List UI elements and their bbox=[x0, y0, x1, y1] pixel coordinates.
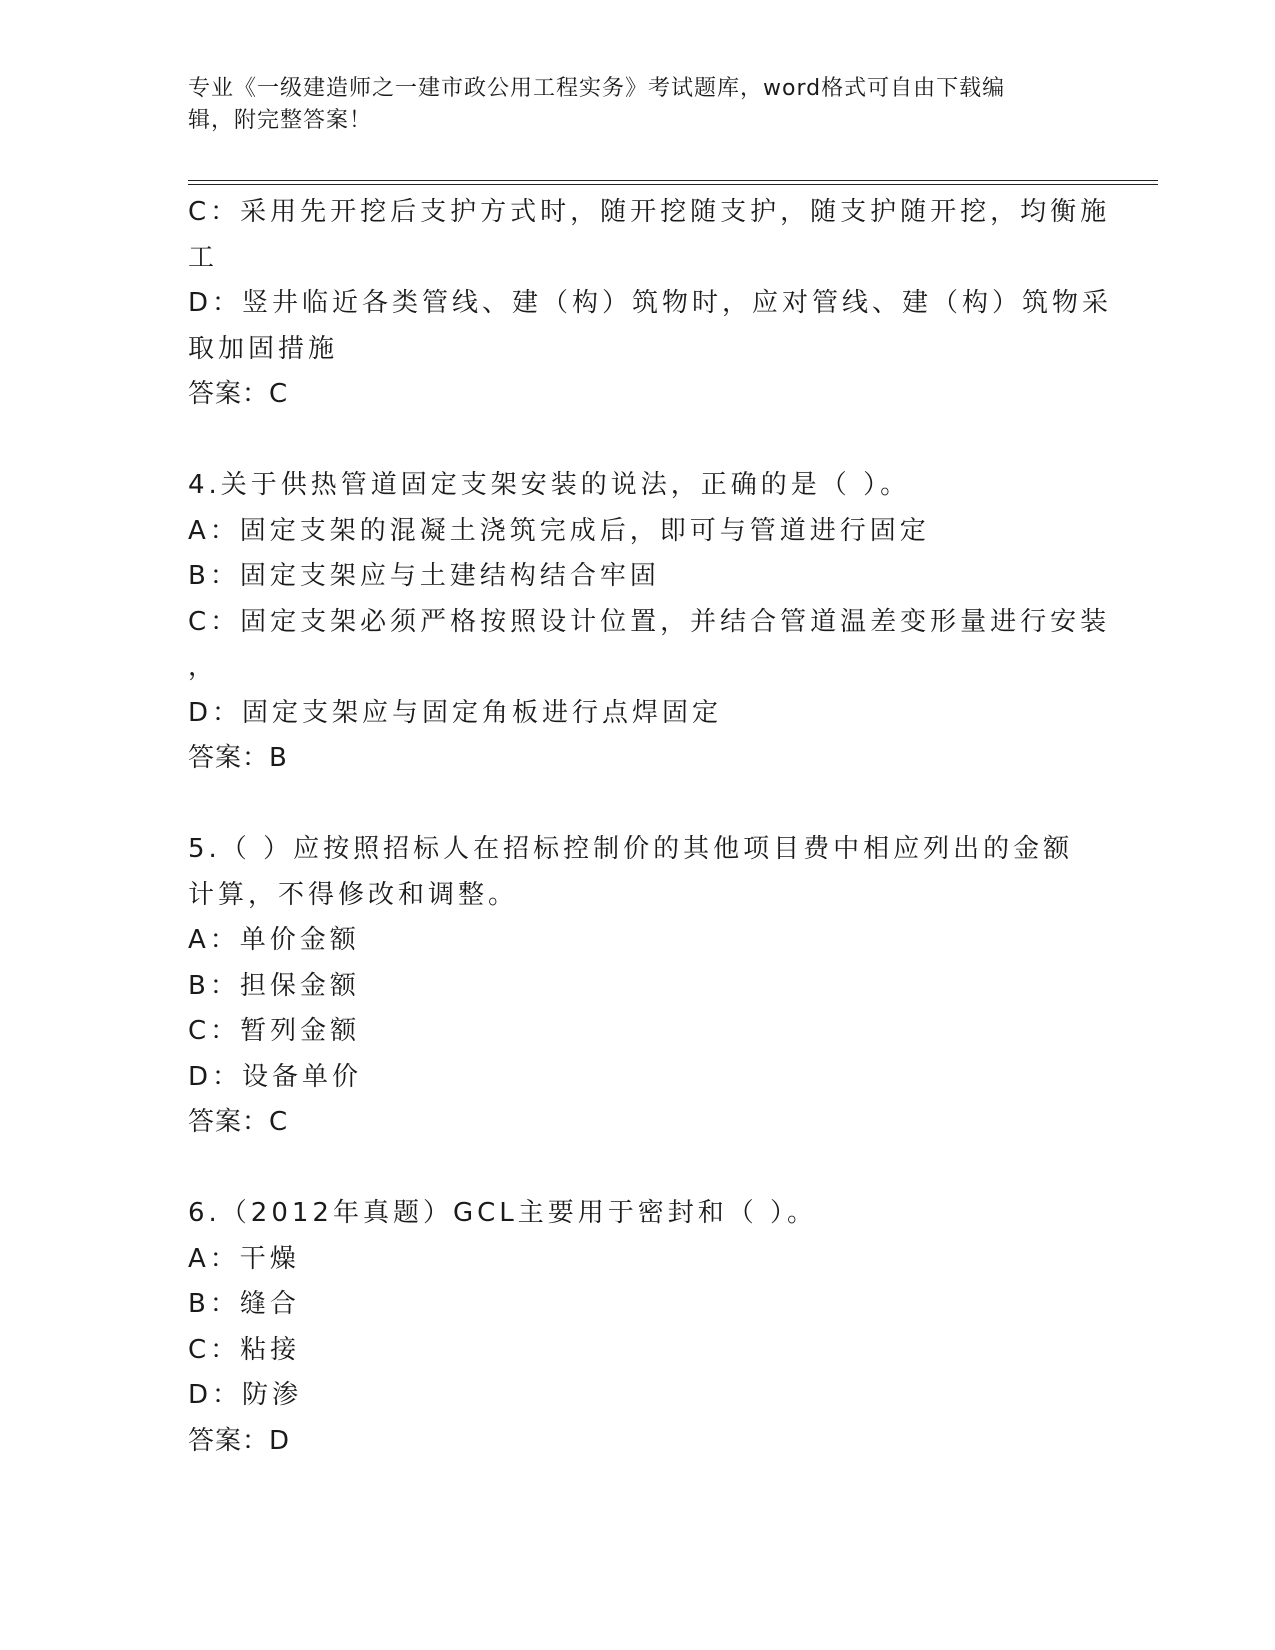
option-c: C：固定支架必须严格按照设计位置，并结合管道温差变形量进行安装 bbox=[188, 606, 1111, 637]
header-line-2: 辑，附完整答案！ bbox=[188, 108, 373, 133]
option-c-continued: ， bbox=[188, 652, 219, 682]
header-line-1: 专业《一级建造师之一建市政公用工程实务》考试题库，word格式可自由下载编 bbox=[188, 76, 1006, 101]
option-a: A：单价金额 bbox=[188, 925, 360, 955]
option-d: D：设备单价 bbox=[188, 1061, 363, 1092]
option-c-continued: 工 bbox=[188, 242, 219, 273]
option-d: D：固定支架应与固定角板进行点焊固定 bbox=[188, 697, 723, 728]
option-b: B：缝合 bbox=[188, 1289, 300, 1319]
question-stem: 4.关于供热管道固定支架安装的说法，正确的是（ ）。 bbox=[188, 470, 911, 500]
question-4 bbox=[188, 463, 1111, 782]
answer-label: 答案：D bbox=[188, 1425, 291, 1456]
document-header bbox=[188, 73, 1068, 137]
option-d-continued: 取加固措施 bbox=[188, 333, 339, 364]
option-b: B：担保金额 bbox=[188, 970, 360, 1001]
option-d: D：防渗 bbox=[188, 1380, 303, 1410]
question-5 bbox=[188, 827, 1088, 1146]
question-3-tail bbox=[188, 190, 1113, 418]
question-stem: 5.（ ）应按照招标人在招标控制价的其他项目费中相应列出的金额 bbox=[188, 834, 1074, 864]
option-c: C：采用先开挖后支护方式时，随开挖随支护，随支护随开挖，均衡施 bbox=[188, 197, 1111, 227]
question-list bbox=[188, 190, 1113, 1464]
answer-label: 答案：C bbox=[188, 1107, 289, 1137]
question-stem: 6.（2012年真题）GCL主要用于密封和（ ）。 bbox=[188, 1198, 818, 1228]
option-a: A：固定支架的混凝土浇筑完成后，即可与管道进行固定 bbox=[188, 515, 930, 546]
header-divider bbox=[188, 180, 1158, 185]
question-6 bbox=[188, 1191, 1088, 1464]
answer-label: 答案：C bbox=[188, 379, 289, 409]
option-c: C：暂列金额 bbox=[188, 1016, 361, 1046]
option-b: B：固定支架应与土建结构结合牢固 bbox=[188, 561, 660, 591]
option-a: A：干燥 bbox=[188, 1243, 300, 1274]
question-stem-continued: 计算，不得修改和调整。 bbox=[188, 879, 519, 910]
answer-label: 答案：B bbox=[188, 743, 288, 773]
option-d: D：竖井临近各类管线、建（构）筑物时，应对管线、建（构）筑物采 bbox=[188, 288, 1113, 318]
option-c: C：粘接 bbox=[188, 1334, 301, 1365]
